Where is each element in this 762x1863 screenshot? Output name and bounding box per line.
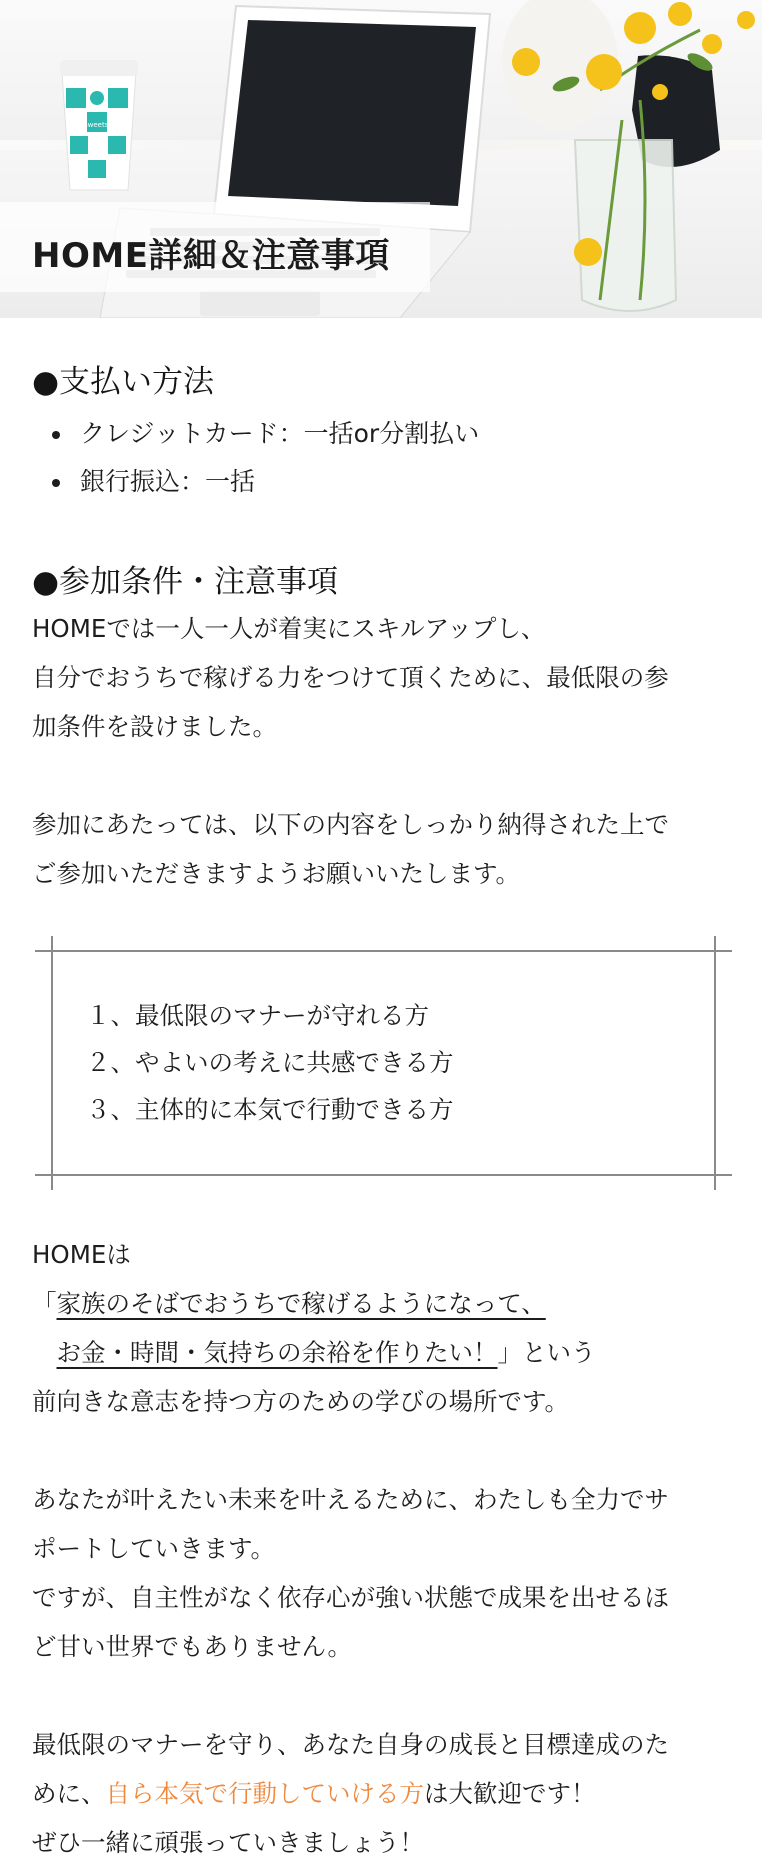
conditions-list bbox=[86, 992, 454, 1133]
text-line: あなたが叶えたい未来を叶えるために、わたしも全力でサ bbox=[32, 1485, 669, 1514]
text-line bbox=[32, 1328, 732, 1377]
text-line: HOMEでは一人一人が着実にスキルアップし、 bbox=[32, 614, 546, 643]
payment-item bbox=[32, 458, 732, 506]
purpose-quote-line: 家族のそばでおうちで稼げるようになって、 bbox=[56, 1289, 546, 1318]
condition-item: ３、主体的に本気で行動できる方 bbox=[86, 1095, 454, 1124]
payment-item-label: 銀行振込：一括 bbox=[80, 467, 256, 496]
text-line: ぜひ一緒に頑張っていきましょう！ bbox=[32, 1828, 424, 1857]
purpose-quote-line: お金・時間・気持ちの余裕を作りたい！ bbox=[56, 1338, 498, 1367]
conditions-heading: ●参加条件・注意事項 bbox=[32, 564, 339, 600]
cup-label: sweets bbox=[84, 121, 109, 129]
text-line: 参加にあたっては、以下の内容をしっかり納得された上で bbox=[32, 810, 669, 839]
frame-line bbox=[35, 1174, 732, 1176]
bullet-icon bbox=[52, 431, 60, 439]
text-line bbox=[32, 1769, 732, 1818]
text-line: ご参加いただきますようお願いいたします。 bbox=[32, 859, 521, 888]
payment-item bbox=[32, 410, 732, 458]
text-line: 最低限のマナーを守り、あなた自身の成長と目標達成のた bbox=[32, 1730, 669, 1759]
conditions-section bbox=[32, 560, 732, 1192]
text-line: HOMEは bbox=[32, 1240, 131, 1269]
text-line: 前向きな意志を持つ方のための学びの場所です。 bbox=[32, 1387, 570, 1416]
payment-heading: ●支払い方法 bbox=[32, 364, 215, 400]
frame-line bbox=[51, 936, 53, 1190]
text-line: ど甘い世界でもありません。 bbox=[32, 1632, 352, 1661]
conditions-box bbox=[32, 934, 732, 1192]
frame-line bbox=[714, 936, 716, 1190]
payment-section bbox=[32, 360, 732, 506]
hero-banner bbox=[0, 0, 762, 318]
highlight-text: 自ら本気で行動していける方 bbox=[105, 1779, 424, 1808]
condition-item: １、最低限のマナーが守れる方 bbox=[86, 1001, 429, 1030]
main-content bbox=[32, 360, 732, 1863]
quote-close: 」という bbox=[497, 1338, 596, 1367]
indent-space bbox=[32, 1338, 57, 1367]
conditions-intro bbox=[32, 604, 732, 898]
bullet-icon bbox=[52, 479, 60, 487]
text-line: ポートしていきます。 bbox=[32, 1534, 276, 1563]
page-title: HOME詳細＆注意事項 bbox=[32, 236, 390, 276]
closing-prefix: めに、 bbox=[32, 1779, 106, 1808]
flower-vase-image bbox=[502, 0, 755, 311]
quote-mark: 「 bbox=[32, 1289, 57, 1318]
closing-suffix: は大歓迎です！ bbox=[424, 1779, 596, 1808]
text-line: 加条件を設けました。 bbox=[32, 712, 277, 741]
text-line: ですが、自主性がなく依存心が強い状態で成果を出せるほ bbox=[32, 1583, 669, 1612]
frame-line bbox=[35, 950, 732, 952]
coffee-cup-image bbox=[60, 60, 138, 190]
condition-item: ２、やよいの考えに共感できる方 bbox=[86, 1048, 454, 1077]
purpose-section bbox=[32, 1230, 732, 1863]
payment-list bbox=[32, 410, 732, 506]
text-line: 自分でおうちで稼げる力をつけて頂くために、最低限の参 bbox=[32, 663, 669, 692]
text-line bbox=[32, 1279, 732, 1328]
payment-item-label: クレジットカード：一括or分割払い bbox=[80, 419, 480, 448]
